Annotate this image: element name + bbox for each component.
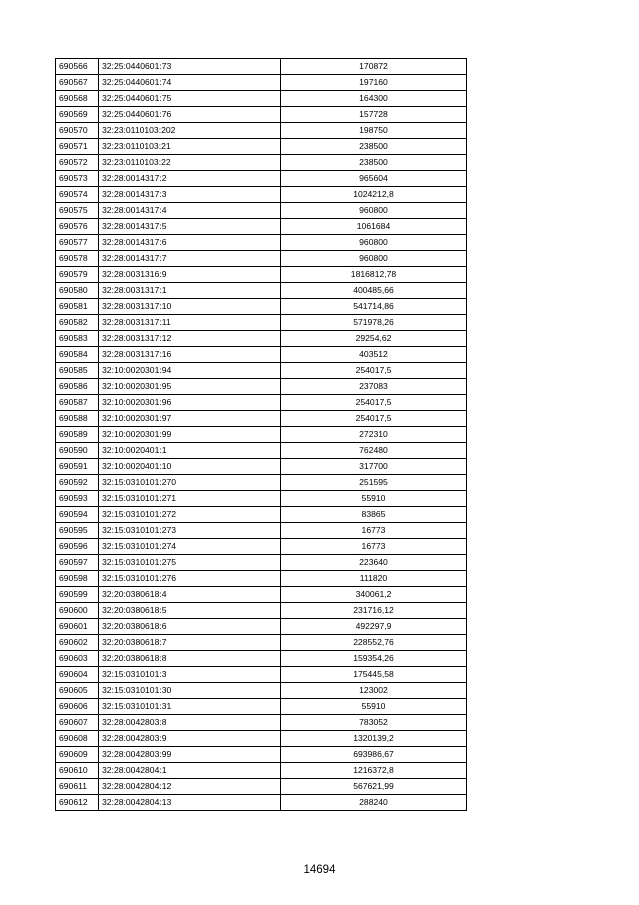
row-code-cell: 32:28:0031317:12 <box>99 331 281 347</box>
row-code-cell: 32:20:0380618:4 <box>99 587 281 603</box>
data-table <box>55 58 467 811</box>
row-value-cell: 693986,67 <box>281 747 467 763</box>
row-value-cell: 1216372,8 <box>281 763 467 779</box>
row-code-cell: 32:28:0014317:3 <box>99 187 281 203</box>
table-row <box>56 603 467 619</box>
row-value-cell: 288240 <box>281 795 467 811</box>
row-code-cell: 32:15:0310101:273 <box>99 523 281 539</box>
row-code-cell: 32:28:0042804:13 <box>99 795 281 811</box>
row-id-cell: 690599 <box>56 587 99 603</box>
row-value-cell: 223640 <box>281 555 467 571</box>
row-code-cell: 32:28:0031317:11 <box>99 315 281 331</box>
row-value-cell: 228552,76 <box>281 635 467 651</box>
row-code-cell: 32:25:0440601:76 <box>99 107 281 123</box>
row-id-cell: 690584 <box>56 347 99 363</box>
row-id-cell: 690602 <box>56 635 99 651</box>
row-code-cell: 32:10:0020301:99 <box>99 427 281 443</box>
row-code-cell: 32:15:0310101:3 <box>99 667 281 683</box>
table-row <box>56 59 467 75</box>
page-number: 14694 <box>303 864 336 876</box>
table-row <box>56 187 467 203</box>
row-code-cell: 32:20:0380618:5 <box>99 603 281 619</box>
table-row <box>56 763 467 779</box>
row-code-cell: 32:28:0014317:7 <box>99 251 281 267</box>
table-row <box>56 139 467 155</box>
row-code-cell: 32:10:0020301:95 <box>99 379 281 395</box>
row-id-cell: 690608 <box>56 731 99 747</box>
row-code-cell: 32:10:0020301:96 <box>99 395 281 411</box>
row-code-cell: 32:28:0031316:9 <box>99 267 281 283</box>
row-id-cell: 690593 <box>56 491 99 507</box>
row-id-cell: 690582 <box>56 315 99 331</box>
row-value-cell: 251595 <box>281 475 467 491</box>
row-id-cell: 690587 <box>56 395 99 411</box>
row-code-cell: 32:28:0042803:9 <box>99 731 281 747</box>
row-id-cell: 690579 <box>56 267 99 283</box>
row-id-cell: 690607 <box>56 715 99 731</box>
table-row <box>56 251 467 267</box>
row-code-cell: 32:15:0310101:31 <box>99 699 281 715</box>
row-value-cell: 272310 <box>281 427 467 443</box>
table-row <box>56 331 467 347</box>
row-id-cell: 690600 <box>56 603 99 619</box>
row-id-cell: 690589 <box>56 427 99 443</box>
table-row <box>56 507 467 523</box>
row-value-cell: 198750 <box>281 123 467 139</box>
row-value-cell: 317700 <box>281 459 467 475</box>
row-code-cell: 32:28:0031317:10 <box>99 299 281 315</box>
row-code-cell: 32:28:0042804:12 <box>99 779 281 795</box>
table-row <box>56 795 467 811</box>
row-value-cell: 254017,5 <box>281 395 467 411</box>
row-id-cell: 690575 <box>56 203 99 219</box>
row-code-cell: 32:25:0440601:75 <box>99 91 281 107</box>
row-id-cell: 690596 <box>56 539 99 555</box>
row-value-cell: 783052 <box>281 715 467 731</box>
table-row <box>56 283 467 299</box>
table-row <box>56 395 467 411</box>
table-row <box>56 235 467 251</box>
row-value-cell: 400485,66 <box>281 283 467 299</box>
row-code-cell: 32:28:0031317:1 <box>99 283 281 299</box>
table-row <box>56 379 467 395</box>
row-id-cell: 690610 <box>56 763 99 779</box>
row-id-cell: 690598 <box>56 571 99 587</box>
table-row <box>56 315 467 331</box>
row-id-cell: 690576 <box>56 219 99 235</box>
table-row <box>56 635 467 651</box>
row-value-cell: 123002 <box>281 683 467 699</box>
row-id-cell: 690578 <box>56 251 99 267</box>
row-id-cell: 690612 <box>56 795 99 811</box>
table-row <box>56 411 467 427</box>
row-id-cell: 690583 <box>56 331 99 347</box>
row-id-cell: 690611 <box>56 779 99 795</box>
row-id-cell: 690586 <box>56 379 99 395</box>
row-code-cell: 32:10:0020301:94 <box>99 363 281 379</box>
table-row <box>56 715 467 731</box>
row-code-cell: 32:28:0014317:5 <box>99 219 281 235</box>
row-value-cell: 571978,26 <box>281 315 467 331</box>
row-code-cell: 32:25:0440601:73 <box>99 59 281 75</box>
row-id-cell: 690580 <box>56 283 99 299</box>
row-code-cell: 32:28:0014317:4 <box>99 203 281 219</box>
row-code-cell: 32:15:0310101:272 <box>99 507 281 523</box>
table-row <box>56 667 467 683</box>
row-id-cell: 690581 <box>56 299 99 315</box>
row-id-cell: 690609 <box>56 747 99 763</box>
row-value-cell: 340061,2 <box>281 587 467 603</box>
row-value-cell: 55910 <box>281 699 467 715</box>
row-id-cell: 690585 <box>56 363 99 379</box>
row-id-cell: 690591 <box>56 459 99 475</box>
table-row <box>56 155 467 171</box>
row-id-cell: 690590 <box>56 443 99 459</box>
row-code-cell: 32:15:0310101:276 <box>99 571 281 587</box>
row-id-cell: 690570 <box>56 123 99 139</box>
table-row <box>56 587 467 603</box>
row-code-cell: 32:15:0310101:274 <box>99 539 281 555</box>
table-row <box>56 779 467 795</box>
row-code-cell: 32:15:0310101:271 <box>99 491 281 507</box>
row-id-cell: 690577 <box>56 235 99 251</box>
row-code-cell: 32:28:0042803:99 <box>99 747 281 763</box>
table-row <box>56 571 467 587</box>
table-row <box>56 75 467 91</box>
row-code-cell: 32:15:0310101:275 <box>99 555 281 571</box>
row-id-cell: 690604 <box>56 667 99 683</box>
row-value-cell: 960800 <box>281 251 467 267</box>
table-row <box>56 523 467 539</box>
row-code-cell: 32:28:0014317:6 <box>99 235 281 251</box>
row-code-cell: 32:23:0110103:202 <box>99 123 281 139</box>
row-id-cell: 690588 <box>56 411 99 427</box>
row-code-cell: 32:23:0110103:22 <box>99 155 281 171</box>
row-value-cell: 170872 <box>281 59 467 75</box>
row-value-cell: 175445,58 <box>281 667 467 683</box>
row-code-cell: 32:20:0380618:6 <box>99 619 281 635</box>
row-value-cell: 231716,12 <box>281 603 467 619</box>
row-code-cell: 32:10:0020401:10 <box>99 459 281 475</box>
row-code-cell: 32:25:0440601:74 <box>99 75 281 91</box>
table-row <box>56 107 467 123</box>
row-value-cell: 960800 <box>281 235 467 251</box>
row-id-cell: 690573 <box>56 171 99 187</box>
table-row <box>56 555 467 571</box>
table-row <box>56 267 467 283</box>
row-value-cell: 197160 <box>281 75 467 91</box>
row-value-cell: 111820 <box>281 571 467 587</box>
table-row <box>56 443 467 459</box>
row-value-cell: 16773 <box>281 523 467 539</box>
table-row <box>56 459 467 475</box>
row-code-cell: 32:28:0014317:2 <box>99 171 281 187</box>
row-id-cell: 690597 <box>56 555 99 571</box>
row-code-cell: 32:20:0380618:7 <box>99 635 281 651</box>
row-value-cell: 762480 <box>281 443 467 459</box>
table-row <box>56 219 467 235</box>
row-id-cell: 690567 <box>56 75 99 91</box>
row-code-cell: 32:23:0110103:21 <box>99 139 281 155</box>
table-row <box>56 347 467 363</box>
table-row <box>56 299 467 315</box>
row-value-cell: 1816812,78 <box>281 267 467 283</box>
row-code-cell: 32:28:0042803:8 <box>99 715 281 731</box>
row-code-cell: 32:28:0042804:1 <box>99 763 281 779</box>
row-value-cell: 29254,62 <box>281 331 467 347</box>
row-value-cell: 55910 <box>281 491 467 507</box>
row-value-cell: 1061684 <box>281 219 467 235</box>
row-id-cell: 690606 <box>56 699 99 715</box>
row-id-cell: 690595 <box>56 523 99 539</box>
table-row <box>56 619 467 635</box>
row-value-cell: 567621,99 <box>281 779 467 795</box>
row-value-cell: 1320139,2 <box>281 731 467 747</box>
table-row <box>56 475 467 491</box>
row-value-cell: 254017,5 <box>281 411 467 427</box>
row-value-cell: 1024212,8 <box>281 187 467 203</box>
row-code-cell: 32:15:0310101:270 <box>99 475 281 491</box>
row-value-cell: 254017,5 <box>281 363 467 379</box>
table-row <box>56 203 467 219</box>
row-id-cell: 690594 <box>56 507 99 523</box>
row-value-cell: 960800 <box>281 203 467 219</box>
table-row <box>56 539 467 555</box>
row-id-cell: 690571 <box>56 139 99 155</box>
table-row <box>56 731 467 747</box>
table-row <box>56 699 467 715</box>
table-row <box>56 651 467 667</box>
row-id-cell: 690569 <box>56 107 99 123</box>
row-value-cell: 159354,26 <box>281 651 467 667</box>
row-value-cell: 16773 <box>281 539 467 555</box>
row-code-cell: 32:10:0020401:1 <box>99 443 281 459</box>
row-id-cell: 690572 <box>56 155 99 171</box>
row-id-cell: 690574 <box>56 187 99 203</box>
row-id-cell: 690566 <box>56 59 99 75</box>
row-value-cell: 164300 <box>281 91 467 107</box>
row-id-cell: 690601 <box>56 619 99 635</box>
table-row <box>56 91 467 107</box>
row-value-cell: 83865 <box>281 507 467 523</box>
row-code-cell: 32:15:0310101:30 <box>99 683 281 699</box>
table-row <box>56 123 467 139</box>
row-code-cell: 32:20:0380618:8 <box>99 651 281 667</box>
row-value-cell: 403512 <box>281 347 467 363</box>
row-value-cell: 492297,9 <box>281 619 467 635</box>
row-id-cell: 690592 <box>56 475 99 491</box>
row-code-cell: 32:28:0031317:16 <box>99 347 281 363</box>
row-value-cell: 541714,86 <box>281 299 467 315</box>
table-row <box>56 427 467 443</box>
table-row <box>56 491 467 507</box>
table-row <box>56 747 467 763</box>
row-id-cell: 690568 <box>56 91 99 107</box>
table-row <box>56 363 467 379</box>
table-row <box>56 683 467 699</box>
row-value-cell: 237083 <box>281 379 467 395</box>
row-id-cell: 690603 <box>56 651 99 667</box>
row-code-cell: 32:10:0020301:97 <box>99 411 281 427</box>
row-value-cell: 157728 <box>281 107 467 123</box>
row-value-cell: 238500 <box>281 139 467 155</box>
row-value-cell: 238500 <box>281 155 467 171</box>
row-value-cell: 965604 <box>281 171 467 187</box>
row-id-cell: 690605 <box>56 683 99 699</box>
table-row <box>56 171 467 187</box>
table-body <box>56 59 467 811</box>
